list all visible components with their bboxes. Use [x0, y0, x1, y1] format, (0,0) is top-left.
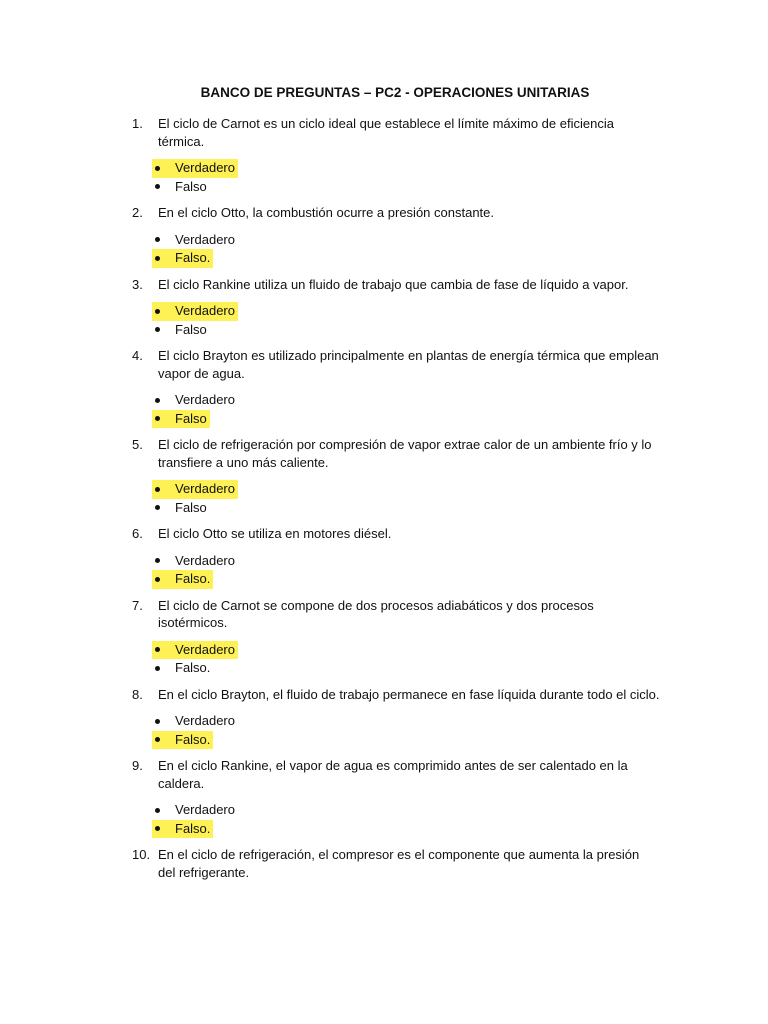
bullet-icon: [155, 184, 160, 189]
option-content: [152, 410, 210, 429]
option-content: [152, 820, 213, 839]
question-text: El ciclo de refrigeración por compresión de vapor extrae calor de un ambiente frío y lo transfiere a uno más caliente.: [158, 437, 652, 470]
option-content: [152, 499, 210, 518]
question-number: 10.: [132, 847, 151, 862]
bullet-icon: [155, 666, 160, 671]
question-item: [130, 204, 660, 268]
question-line: [130, 686, 660, 704]
question-number: 3.: [132, 276, 143, 292]
answer-option-highlighted: [130, 249, 660, 268]
answer-option: [130, 321, 660, 340]
option-content: [152, 801, 238, 820]
question-item: [130, 347, 660, 428]
option-label: Verdadero: [175, 641, 235, 657]
option-label: Verdadero: [175, 713, 235, 728]
question-number: 8.: [132, 686, 143, 702]
option-content: [152, 712, 238, 731]
question-line: [130, 115, 660, 150]
question-number: 4.: [132, 348, 143, 363]
question-text: En el ciclo Otto, la combustión ocurre a presión constante.: [158, 205, 495, 220]
answer-options: [130, 159, 660, 196]
option-content: [152, 321, 210, 340]
answer-option: [130, 178, 660, 197]
answer-option: [130, 712, 660, 731]
bullet-icon: [155, 309, 160, 314]
answer-options: [130, 712, 660, 749]
question-number: 7.: [132, 597, 143, 613]
question-text: El ciclo Otto se utiliza en motores diésel.: [158, 526, 392, 541]
option-label: Verdadero: [175, 802, 235, 817]
question-line: [130, 436, 660, 471]
question-item: [130, 436, 660, 517]
question-text: En el ciclo Brayton, el fluido de trabajo permanece en fase líquida durante todo el ciclo.: [158, 686, 660, 702]
question-item: [130, 115, 660, 196]
option-label: Falso.: [175, 571, 211, 586]
option-label: Falso: [175, 321, 207, 337]
answer-option-highlighted: [130, 159, 660, 178]
question-item: [130, 597, 660, 678]
answer-option: [130, 499, 660, 518]
answer-option: [130, 659, 660, 678]
answer-option-highlighted: [130, 731, 660, 750]
answer-options: [130, 231, 660, 268]
question-number: 1.: [132, 116, 143, 131]
option-content: [152, 659, 213, 678]
answer-option-highlighted: [130, 480, 660, 499]
bullet-icon: [155, 577, 160, 582]
option-label: Verdadero: [175, 231, 235, 247]
answer-options: [130, 801, 660, 838]
question-line: [130, 757, 660, 792]
option-content: [152, 159, 238, 178]
option-label: Falso.: [175, 731, 211, 747]
question-line: [130, 204, 660, 222]
option-label: Verdadero: [175, 303, 235, 318]
option-content: [152, 178, 210, 197]
answer-option: [130, 231, 660, 250]
option-content: [152, 731, 213, 750]
option-content: [152, 249, 213, 268]
question-item: [130, 686, 660, 750]
answer-options: [130, 552, 660, 589]
option-content: [152, 552, 238, 571]
answer-option-highlighted: [130, 820, 660, 839]
question-text: En el ciclo de refrigeración, el compresor es el componente que aumenta la presión del refrigerante.: [158, 847, 640, 880]
option-label: Verdadero: [175, 552, 235, 568]
bullet-icon: [155, 647, 160, 652]
option-content: [152, 231, 238, 250]
answer-options: [130, 480, 660, 517]
answer-option-highlighted: [130, 570, 660, 589]
bullet-icon: [155, 237, 160, 242]
question-number: 5.: [132, 437, 143, 452]
answer-option-highlighted: [130, 302, 660, 321]
option-label: Falso.: [175, 250, 211, 265]
question-text: En el ciclo Rankine, el vapor de agua es comprimido antes de ser calentado en la caldera.: [158, 758, 628, 791]
question-text: El ciclo de Carnot se compone de dos procesos adiabáticos y dos procesos isotérmicos.: [158, 597, 594, 630]
option-label: Falso.: [175, 820, 211, 836]
bullet-icon: [155, 826, 160, 831]
option-content: [152, 480, 238, 499]
option-content: [152, 641, 238, 660]
question-item: [130, 525, 660, 589]
question-item: [130, 276, 660, 340]
option-label: Verdadero: [175, 392, 235, 407]
question-item: [130, 757, 660, 838]
answer-option-highlighted: [130, 641, 660, 660]
bullet-icon: [155, 256, 160, 261]
answer-option-highlighted: [130, 410, 660, 429]
bullet-icon: [155, 505, 160, 510]
question-line: [130, 276, 660, 294]
question-text: El ciclo Brayton es utilizado principalmente en plantas de energía térmica que emplean vapor de agua.: [158, 348, 659, 381]
question-line: [130, 525, 660, 543]
answer-options: [130, 302, 660, 339]
option-label: Verdadero: [175, 160, 235, 175]
answer-option: [130, 552, 660, 571]
bullet-icon: [155, 558, 160, 563]
option-label: Falso: [175, 410, 207, 426]
question-list: [130, 115, 660, 881]
bullet-icon: [155, 737, 160, 742]
bullet-icon: [155, 416, 160, 421]
question-number: 9.: [132, 758, 143, 773]
bullet-icon: [155, 398, 160, 403]
question-number: 2.: [132, 205, 143, 220]
option-label: Falso: [175, 499, 207, 515]
bullet-icon: [155, 166, 160, 171]
option-content: [152, 302, 238, 321]
document-title: BANCO DE PREGUNTAS – PC2 - OPERACIONES UNITARIAS: [200, 85, 590, 100]
bullet-icon: [155, 327, 160, 332]
answer-options: [130, 641, 660, 678]
option-content: [152, 570, 213, 589]
question-line: [130, 347, 660, 382]
bullet-icon: [155, 487, 160, 492]
question-number: 6.: [132, 526, 143, 541]
answer-option: [130, 391, 660, 410]
question-text: El ciclo de Carnot es un ciclo ideal que establece el límite máximo de eficiencia térmica.: [158, 116, 614, 149]
option-label: Verdadero: [175, 481, 235, 496]
option-label: Falso.: [175, 660, 211, 675]
bullet-icon: [155, 719, 160, 724]
bullet-icon: [155, 808, 160, 813]
question-item: [130, 846, 660, 881]
option-content: [152, 391, 238, 410]
option-label: Falso: [175, 178, 207, 194]
answer-option: [130, 801, 660, 820]
question-line: [130, 846, 660, 881]
answer-options: [130, 391, 660, 428]
question-text: El ciclo Rankine utiliza un fluido de trabajo que cambia de fase de líquido a vapor.: [158, 276, 629, 292]
question-line: [130, 597, 660, 632]
